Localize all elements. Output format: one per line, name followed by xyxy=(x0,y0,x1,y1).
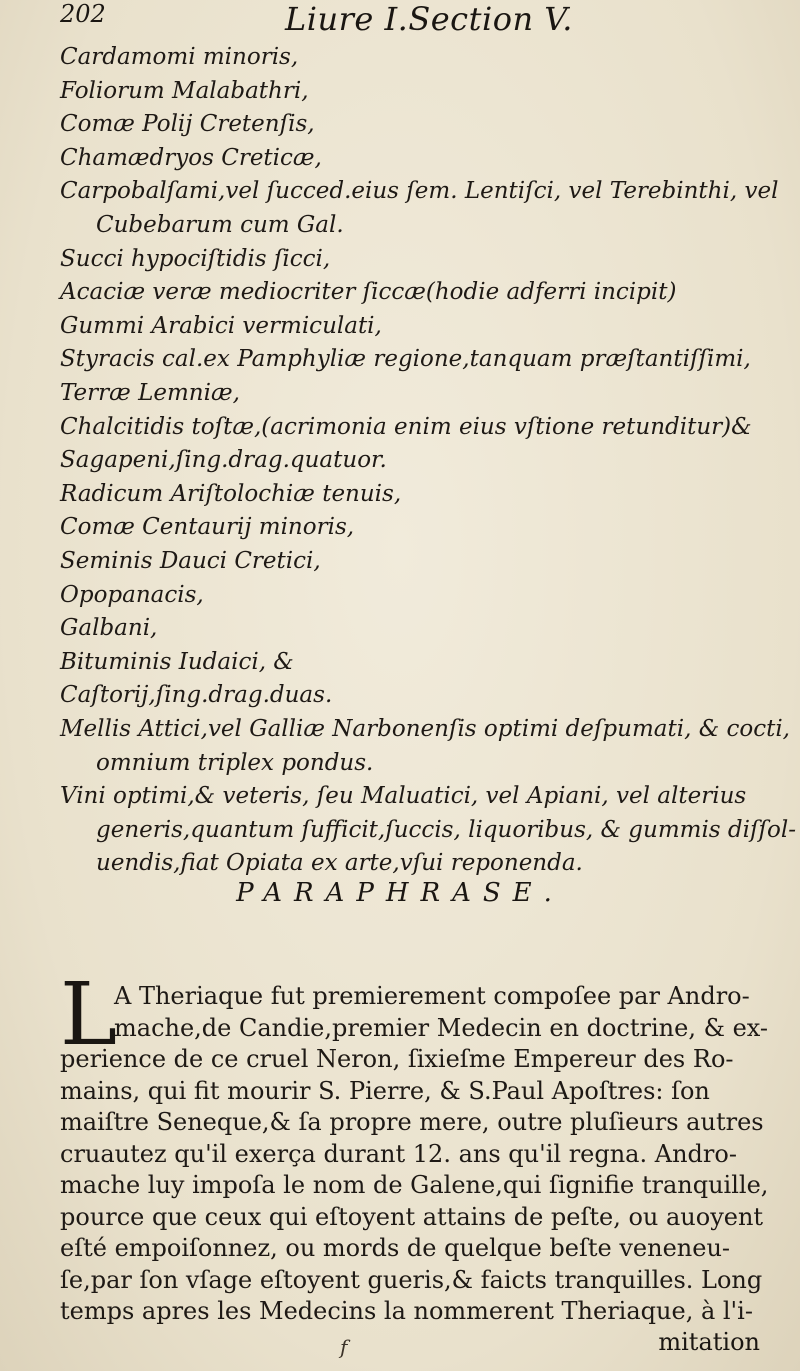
recipe-line: Sagapeni,ſing.drag.quatuor. xyxy=(60,447,387,474)
recipe-line: Foliorum Malabathri, xyxy=(60,77,309,104)
paragraph-line: cruautez qu'il exerça durant 12. ans qu'il regna. Andro- xyxy=(60,1139,737,1168)
catchword: mitation xyxy=(658,1328,760,1356)
drop-cap: L xyxy=(60,965,118,1065)
paragraph-line: ſe,par ſon vſage eſtoyent gueris,& faicts tranquilles. Long xyxy=(60,1265,763,1294)
recipe-line: Chamædryos Creticæ, xyxy=(60,144,322,171)
page-number: 202 xyxy=(60,0,106,28)
paragraph-line: mache luy impoſa le nom de Galene,qui ſignifie tranquille, xyxy=(60,1171,769,1199)
recipe-line: Radicum Ariſtolochiæ tenuis, xyxy=(60,480,402,507)
recipe-line: Carpobalſami,vel ſucced.eius ſem. Lentiſci, vel Terebinthi, vel xyxy=(60,178,779,205)
recipe-line: Opopanacis, xyxy=(60,581,204,608)
paragraph-line: pource que ceux qui eſtoyent attains de peſte, ou auoyent xyxy=(60,1202,764,1231)
recipe-line: Seminis Dauci Cretici, xyxy=(60,548,321,574)
recipe-line: Succi hypociſtidis ſicci, xyxy=(60,245,331,272)
recipe-line: Galbani, xyxy=(60,615,158,642)
section-title: PARAPHRASE. xyxy=(236,878,564,908)
page-header xyxy=(60,0,760,40)
recipe-line: Terræ Lemniæ, xyxy=(60,380,240,406)
recipe-line: Chalcitidis toſtæ,(acrimonia enim eius vſtione retunditur)& xyxy=(60,413,752,440)
paragraph-line: mains, qui fit mourir S. Pierre, & S.Paul Apoſtres: ſon xyxy=(60,1076,710,1105)
paragraph-line: mache,de Candie,premier Medecin en doctrine, & ex- xyxy=(114,1013,768,1042)
recipe-line: uendis,fiat Opiata ex arte,vſui reponenda. xyxy=(96,850,583,877)
running-head: Liure I.Section V. xyxy=(285,0,573,38)
recipe-line: omnium triplex pondus. xyxy=(96,749,374,776)
recipe-line: Cardamomi minoris, xyxy=(60,44,299,70)
recipe-line: Styracis cal.ex Pamphyliæ regione,tanquam præſtantiſſimi, xyxy=(60,346,751,373)
recipe-line: Vini optimi,& veteris, ſeu Maluatici, vel Apiani, vel alterius xyxy=(60,783,747,810)
paragraph-line: eſté empoiſonnez, ou mords de quelque beſte veneneu- xyxy=(60,1234,731,1262)
recipe-line: Bituminis Iudaici, & xyxy=(60,648,294,675)
paragraph-line: maiſtre Seneque,& ſa propre mere, outre pluſieurs autres xyxy=(60,1108,764,1136)
recipe-line: Comæ Polij Cretenſis, xyxy=(60,111,315,138)
recipe-line: Caſtorij,ſing.drag.duas. xyxy=(60,682,333,709)
recipe-line: generis,quantum ſufficit,ſuccis, liquoribus, & gummis diſſol- xyxy=(96,816,796,843)
signature-mark: f xyxy=(340,1335,348,1359)
recipe-line: Comæ Centaurij minoris, xyxy=(60,514,355,541)
paragraph-line: A Theriaque fut premierement compoſee par Andro- xyxy=(114,982,750,1010)
recipe-line: Acaciæ veræ mediocriter ſiccæ(hodie adferri incipit) xyxy=(60,279,677,306)
paragraph-line: perience de ce cruel Neron, ſixieſme Empereur des Ro- xyxy=(60,1045,734,1073)
paragraph-line: temps apres les Medecins la nommerent Theriaque, à l'i- xyxy=(60,1297,753,1325)
recipe-line: Gummi Arabici vermiculati, xyxy=(60,312,382,339)
recipe-line: Cubebarum cum Gal. xyxy=(96,212,344,238)
recipe-line: Mellis Attici,vel Galliæ Narbonenſis optimi deſpumati, & cocti, xyxy=(60,716,790,742)
